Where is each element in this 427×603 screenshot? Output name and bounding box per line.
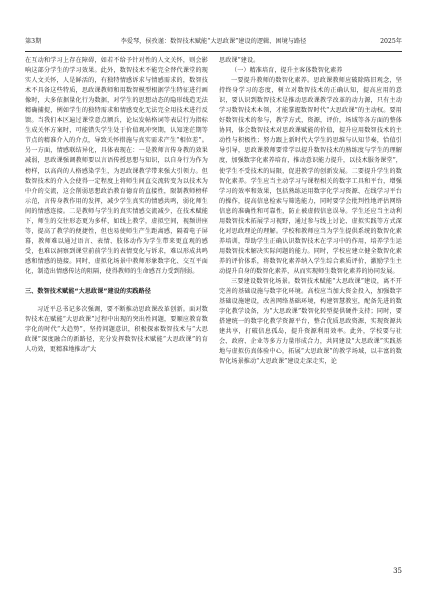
- body-paragraph: 三要建设数智化场景。数智技术赋能“大思政课”建设，离不开完善的基础设施与数字化环境。高校应当加大资金投入，加强数字基础设施建设，改善网络基础环境，构建智慧教室，配备先进的数字化教学设备，为“大思政课”数智化转型提供硬件支持；同时，要搭建统一的数字化教学资源平台，整合优质思政资源，实现资源共建共享，打破信息孤岛，提升资源利用效率。此外，学校要与社会、政府、企业等多方力量形成合力，共同建设“大思政课”实践基地与虚拟仿真体验中心，拓展“大思政课”的教学场域，以丰富的数智化场景推动“大思政课”建设走深走实，论: [219, 278, 402, 366]
- journal-year: 2025年: [380, 38, 402, 45]
- body-paragraph: 习近平总书记多次强调，要不断推动思政课改革创新。面对数智技术在赋能“大思政课”过程中出现的突出性问题，要顺应教育数字化的时代“大趋势”，坚持问题意识，积极探索数智技术与“大思政课”深度融合的新路径，充分发挥数智技术赋能“大思政课”的育人功效，更精准地推动“大: [25, 306, 208, 354]
- running-title: 李爱琴，侯孜谨：数智技术赋能“大思政课”建设的逻辑、困境与路径: [120, 38, 307, 45]
- subsection-heading: （一）精准培育，提升主客体数智化素养: [231, 67, 343, 75]
- page-number: 35: [393, 567, 402, 575]
- body-paragraph: 在互动和学习上存在障碍，如若不给予针对性的人文关怀，则会影响这部分学生的学习效果。此外，数智技术不能完全替代课堂的现实人文关怀，人是鲜活的，有独特情感诉求与情感需求的，数智技术不具备这些特质，思政课教师和用数智模型根据学生特征进行画像时，大多依据量化行为数据，对学生的思想动态的隐形线造无法精确捕捉，例如学生的独特需求和情感变化无法完全用技术进行反馈。当我们本区遍过课堂意点额兵，论坛发帖格词等表层行为指标生成关怀方案时，可能错失学生处于价值观冲突期，认知迷茫期等节点的精准介入的介点，导致关怀措施与真实需求产生“相位差”。另一方面，情感联结异化，具体表现在：一是教师言传身教的效果减弱，思政课强调教师要以言语传授思想与知识，以自身行为作为榜样，以高尚的人格感染学生，为思政课教学带来强大引领力。但数智技术的介入会使得一定程度上将师生间直交流转变为以技术为中介的交流，这会削弱思想政治教育德育的直接性，限制教师榜样示范，言传身教作用的发挥，减少学生真实的情感共鸣，弱化师生间的情感连接。二是教师与学生的真实情感交流减少，在技术赋能下，师生的交往形态更为多样，如线上教学，虚拟空间，视频讲座等，提高了教学的便捷性，但也易使师生产生距离感，隔着电子屏幕，教师难以通过语言、表情、肢体动作为学生带来更直观的感受，也难以洞察到课堂前前学生的表情变化与诉求，难以形成共鸣感和情感的链接。同时，虚拟化场景中教师形象数字化、交互平面化，制造出情感传达的阻隔，使得教师的生命感召力受到削弱。: [25, 57, 208, 275]
- section-heading: 三、数智技术赋能“大思政课”建设的实践路径: [25, 288, 151, 296]
- left-column: [25, 56, 208, 355]
- issue-number: 第3期: [25, 38, 42, 45]
- right-column: [219, 56, 402, 367]
- body-paragraph: 一要提升教师的数智化素养。思政课教师应破除陈旧观念，坚持终身学习的态度，树立对数智技术的正确认知，提高应用的意识，要认识到数智技术是推动思政课教学改革的动力源，只有主动学习数智技术本领，才能掌握数智时代“大思政课”的主动权。要用好数智技术的参与，教学方式，资源，评价，场域等各方面的整体协同，体会数智技术对思政课赋能的价值，提升应用数智技术的主动性与积极性；努力跟上新时代大学生的思维与认知节奏，恰值引导引导，思政课教师要常学以提升数智技术的熟练度与学生的理解度，加强数字化素养培育，推动意识能力提升，以技术服务课堂”，使学生不受技术的局限，促进教学的创新发展。二要提升学生的数智化素养。学生应当主动学习与课程相关的数字工具和平台，增强学习的效率和效果，包括熟练运用数字化学习资源、在线学习平台的操作，提高信息检索与筛选能力，同时要学会批判性地评估网络信息的准确性和可靠性，防止被虚假信息误导。学生还应当主动利用数智技术拓展学习视野，通过参与线上讨论、虚拟实践等方式深化对思政理论的理解。学校和教师应当为学生提供系统的数智化素养培训，帮助学生正确认识数智技术在学习中的作用，培养学生运用数智技术解决实际问题的能力。同时，学校应建立健全数智化素养的评价体系，将数智化素养纳入学生综合素质评价，激励学生主动提升自身的数智化素养，从而实现师生数智化素养的协同发展。: [219, 77, 402, 275]
- running-header: [25, 36, 402, 48]
- body-paragraph: 思政课”建设。: [219, 57, 260, 64]
- header-rule: [25, 51, 402, 52]
